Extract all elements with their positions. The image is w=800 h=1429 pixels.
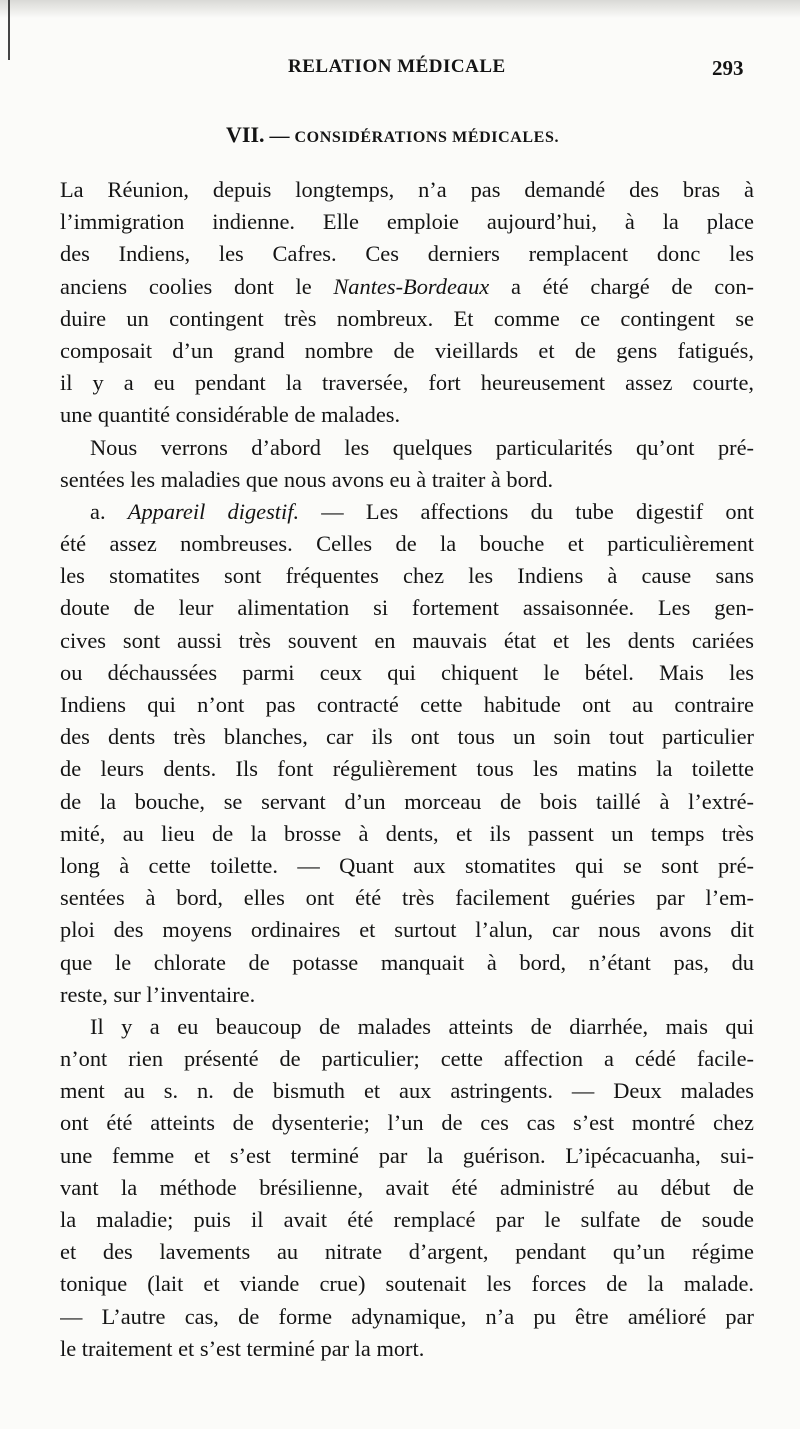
text-line: tonique (lait et viande crue) soutenait les forces de la malade. [60, 1271, 754, 1297]
text-line: Indiens qui n’ont pas contracté cette habitude ont au contraire [60, 692, 754, 717]
running-title: RELATION MÉDICALE [288, 56, 506, 77]
text-line: mité, au lieu de la brosse à dents, et ils passent un temps très [60, 820, 754, 846]
text-line: sentées à bord, elles ont été très facilement guéries par l’em- [60, 885, 754, 911]
text-run: — Les affections du tube digestif ont [299, 498, 754, 524]
text-line: que le chlorate de potasse manquait à bord, n’étant pas, du [60, 949, 754, 975]
text-line: Il y a eu beaucoup de malades atteints de diarrhée, mais qui [90, 1013, 754, 1039]
text-line: la maladie; puis il avait été remplacé par le sulfate de soude [60, 1207, 754, 1232]
text-run: a. [90, 498, 128, 524]
subsection-title: Appareil digestif. [127, 498, 300, 524]
text-line: reste, sur l’inventaire. [60, 981, 256, 1007]
text-line: une femme et s’est terminé par la guérison. L’ipécacuanha, sui- [60, 1142, 754, 1168]
text-line: de leurs dents. Ils font régulièrement tous les matins la toilette [60, 756, 754, 782]
text-line: des dents très blanches, car ils ont tous un soin tout particulier [60, 724, 754, 750]
text-line: les stomatites sont fréquentes chez les Indiens à cause sans [60, 563, 754, 589]
scan-binding-mark [8, 0, 10, 60]
text-line: doute de leur alimentation si fortement assaisonnée. Les gen- [60, 595, 754, 621]
body-text [60, 174, 754, 1365]
text-line: des Indiens, les Cafres. Ces derniers remplacent donc les [60, 241, 754, 267]
text-line: de la bouche, se servant d’un morceau de bois taillé à l’extré- [60, 788, 754, 814]
text-run: anciens coolies dont le [60, 273, 334, 299]
text-line: ou déchaussées parmi ceux qui chiquent le bétel. Mais les [60, 659, 754, 685]
text-run: a été chargé de con- [489, 273, 754, 299]
section-dash: — [269, 125, 290, 147]
text-line: et des lavements au nitrate d’argent, pendant qu’un régime [60, 1239, 754, 1265]
text-line [60, 496, 754, 528]
text-line: composait d’un grand nombre de vieillards et de gens fatigués, [60, 337, 754, 363]
scan-top-edge [0, 0, 800, 18]
text-line: duire un contingent très nombreux. Et comme ce contingent se [60, 305, 754, 331]
text-line: La Réunion, depuis longtemps, n’a pas demandé des bras à [60, 177, 754, 202]
text-line: le traitement et s’est terminé par la mort. [60, 1335, 425, 1361]
page-number: 293 [712, 56, 744, 80]
running-header [0, 56, 800, 82]
text-line: Nous verrons d’abord les quelques particularités qu’ont pré- [90, 434, 754, 460]
section-numeral: VII. [226, 122, 265, 147]
ship-name: Nantes-Bordeaux [333, 273, 490, 299]
section-heading [226, 122, 559, 148]
text-line: été assez nombreuses. Celles de la bouche et particulièrement [60, 531, 754, 557]
text-line: n’ont rien présenté de particulier; cette affection a cédé facile- [60, 1046, 754, 1072]
text-line [60, 271, 754, 303]
text-line: il y a eu pendant la traversée, fort heureusement assez courte, [60, 370, 754, 396]
text-line: ment au s. n. de bismuth et aux astringents. — Deux malades [60, 1078, 754, 1104]
text-line: cives sont aussi très souvent en mauvais état et les dents cariées [60, 627, 754, 653]
text-line: — L’autre cas, de forme adynamique, n’a pu être amélioré par [60, 1303, 754, 1329]
text-line: long à cette toilette. — Quant aux stomatites qui se sont pré- [60, 852, 754, 878]
text-line: ont été atteints de dysenterie; l’un de ces cas s’est montré chez [60, 1110, 754, 1136]
text-line: une quantité considérable de malades. [60, 402, 401, 428]
text-line: sentées les maladies que nous avons eu à traiter à bord. [60, 466, 554, 492]
text-line: ploi des moyens ordinaires et surtout l’alun, car nous avons dit [60, 917, 754, 943]
section-title: CONSIDÉRATIONS MÉDICALES. [294, 129, 560, 146]
text-line: l’immigration indienne. Elle emploie aujourd’hui, à la place [60, 209, 754, 235]
text-line: vant la méthode brésilienne, avait été administré au début de [60, 1174, 754, 1200]
